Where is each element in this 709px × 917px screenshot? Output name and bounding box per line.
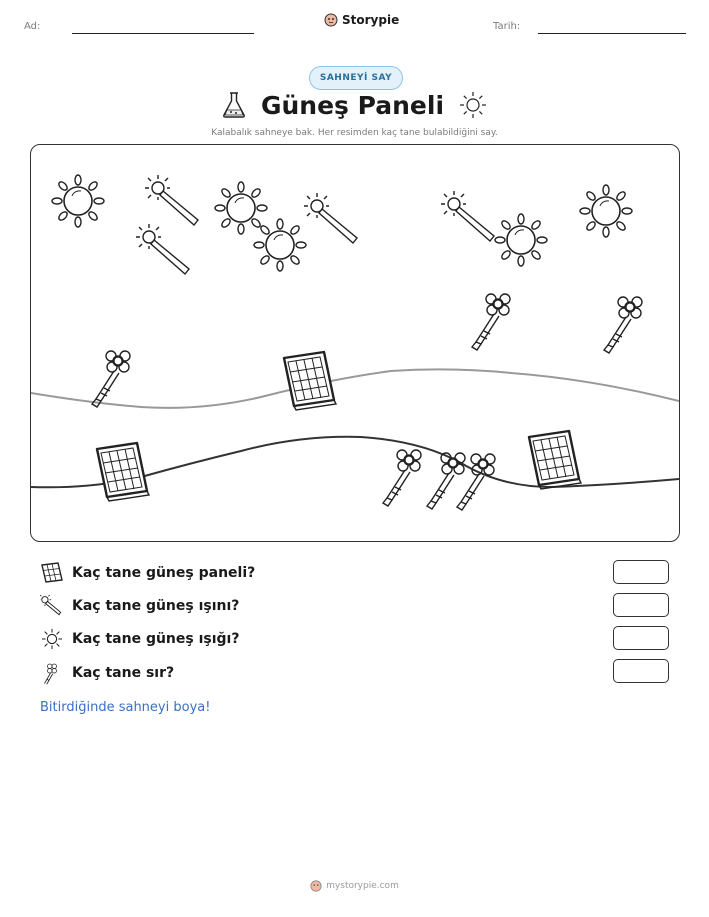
- name-label: Ad:: [24, 21, 41, 32]
- brand-name: Storypie: [342, 13, 400, 27]
- sun-ray-wand-4: [441, 191, 494, 241]
- sun-ray-wand-3: [304, 193, 357, 243]
- title-row: [0, 90, 709, 120]
- question-row-4: [40, 661, 174, 685]
- date-line[interactable]: [538, 33, 686, 34]
- counting-scene: [30, 144, 680, 542]
- sun-ray-wand-2: [136, 224, 189, 274]
- storypie-mascot-small-icon: [310, 880, 322, 892]
- footer-url[interactable]: mystorypie.com: [326, 881, 399, 891]
- solar-panel-3: [529, 431, 581, 489]
- answer-box-4[interactable]: [613, 659, 669, 683]
- solar-panel-1: [284, 352, 336, 410]
- page-subtitle: Kalabalık sahneye bak. Her resimden kaç tane bulabildiğini say.: [211, 128, 498, 138]
- key-3: [604, 297, 642, 353]
- key-icon: [40, 661, 64, 685]
- page-title: Güneş Paneli: [260, 90, 445, 120]
- sun-ray-wand-icon: [40, 595, 64, 617]
- brand-logo: [324, 13, 399, 27]
- solar-panel-2: [97, 443, 149, 501]
- coloring-instruction: Bitirdiğinde sahneyi boya!: [40, 700, 211, 715]
- storypie-mascot-icon: [324, 13, 338, 27]
- question-row-2: [40, 595, 239, 617]
- footer: [0, 880, 709, 892]
- question-text-4: Kaç tane sır?: [72, 665, 175, 681]
- sun-1: [52, 175, 104, 227]
- sun-2: [215, 182, 267, 234]
- answer-box-2[interactable]: [613, 593, 669, 617]
- scene-illustration: [31, 145, 679, 541]
- question-row-1: [40, 562, 255, 584]
- sun-small-icon: [40, 628, 64, 650]
- key-2: [472, 294, 510, 350]
- sun-ray-wand-1: [145, 175, 198, 225]
- sun-icon: [458, 90, 488, 120]
- flask-icon: [221, 91, 247, 119]
- solar-panel-icon: [40, 562, 64, 584]
- question-text-3: Kaç tane güneş ışığı?: [72, 631, 240, 647]
- date-label: Tarih:: [493, 21, 521, 32]
- sun-3: [254, 219, 306, 271]
- answer-box-1[interactable]: [613, 560, 669, 584]
- question-row-3: [40, 628, 239, 650]
- question-text-2: Kaç tane güneş ışını?: [72, 598, 240, 614]
- question-text-1: Kaç tane güneş paneli?: [72, 565, 256, 581]
- key-4: [383, 450, 421, 506]
- key-1: [92, 351, 130, 407]
- name-line[interactable]: [72, 33, 254, 34]
- activity-tag: SAHNEYİ SAY: [309, 66, 403, 90]
- answer-box-3[interactable]: [613, 626, 669, 650]
- sun-4: [495, 214, 547, 266]
- sun-5: [580, 185, 632, 237]
